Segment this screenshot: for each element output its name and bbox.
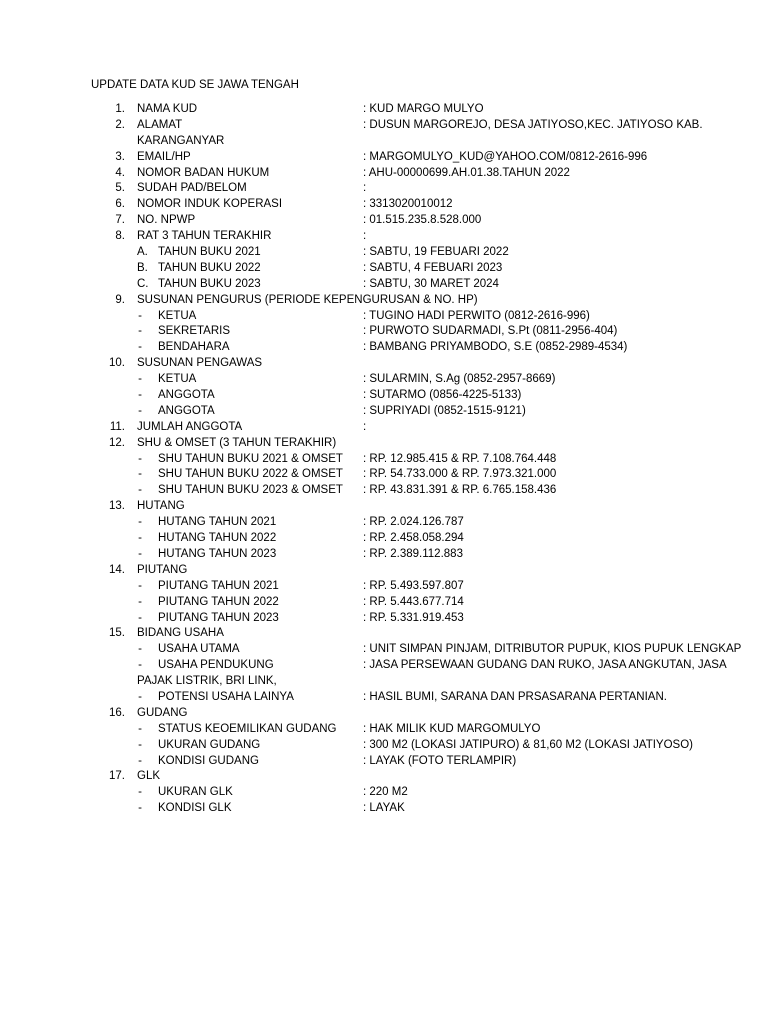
item-label: HUTANG [137, 500, 185, 513]
sub-item-label: TAHUN BUKU 2023 [158, 277, 261, 290]
dash-bullet: - [138, 643, 142, 656]
dash-bullet: - [138, 690, 142, 703]
list-item [0, 706, 768, 722]
sub-item-label: HUTANG TAHUN 2022 [158, 532, 277, 545]
item-value-continuation: KARANGANYAR [137, 134, 225, 147]
list-item [0, 102, 768, 118]
item-number: 10. [109, 357, 125, 370]
sub-item-label: PIUTANG TAHUN 2022 [158, 595, 279, 608]
item-label: PIUTANG [137, 563, 188, 576]
sub-item-value: : TUGINO HADI PERWITO (0812-2616-996) [363, 309, 590, 322]
sub-item-label: ANGGOTA [158, 404, 215, 417]
item-label: NOMOR BADAN HUKUM [137, 166, 270, 179]
sub-item [0, 658, 768, 674]
item-number: 9. [115, 293, 125, 306]
sub-item-label: TAHUN BUKU 2021 [158, 246, 261, 259]
sub-item [0, 372, 768, 388]
sub-item-label: SEKRETARIS [158, 325, 230, 338]
item-label: RAT 3 TAHUN TERAKHIR [137, 230, 272, 243]
dash-bullet: - [138, 547, 142, 560]
dash-bullet: - [138, 659, 142, 672]
sub-item [0, 754, 768, 770]
sub-item-value: : SABTU, 19 FEBUARI 2022 [363, 246, 509, 259]
item-value: : [363, 230, 367, 243]
sub-item-marker: C. [137, 277, 149, 290]
item-label: NAMA KUD [137, 103, 198, 115]
list-item [0, 213, 768, 229]
sub-item-value: : BAMBANG PRIYAMBODO, S.E (0852-2989-4534) [363, 341, 628, 354]
sub-item [0, 515, 768, 531]
dash-bullet: - [138, 341, 142, 354]
dash-bullet: - [138, 389, 142, 402]
sub-item-value: : RP. 5.493.597.807 [363, 579, 464, 592]
dash-bullet: - [138, 579, 142, 592]
item-label: GLK [137, 770, 161, 783]
sub-item-value: : SABTU, 4 FEBUARI 2023 [363, 261, 503, 274]
item-label: SUSUNAN PENGURUS (PERIODE KEPENGURUSAN & NO. HP) [137, 293, 478, 306]
sub-item [0, 277, 768, 293]
item-number: 5. [115, 182, 125, 195]
list-item [0, 293, 768, 309]
item-value: : DUSUN MARGOREJO, DESA JATIYOSO,KEC. JATIYOSO KAB. [363, 118, 703, 131]
sub-item-continuation [0, 674, 768, 690]
item-label: SUDAH PAD/BELOM [137, 182, 247, 195]
item-label: NO. NPWP [137, 214, 196, 227]
sub-item-value: : RP. 2.458.058.294 [363, 532, 464, 545]
sub-item-label: PIUTANG TAHUN 2023 [158, 611, 279, 624]
dash-bullet: - [138, 468, 142, 481]
item-number: 13. [109, 500, 125, 513]
dash-bullet: - [138, 786, 142, 799]
sub-item [0, 467, 768, 483]
item-value: : AHU-00000699.AH.01.38.TAHUN 2022 [363, 166, 570, 179]
sub-item-value: : SUPRIYADI (0852-1515-9121) [363, 404, 526, 417]
item-number: 12. [109, 436, 125, 449]
list-item-continuation [0, 134, 768, 150]
sub-item-value: : RP. 43.831.391 & RP. 6.765.158.436 [363, 484, 557, 497]
sub-item-label: POTENSI USAHA LAINYA [158, 690, 294, 703]
item-number: 2. [115, 118, 125, 131]
sub-item [0, 579, 768, 595]
item-value: : [363, 182, 367, 195]
sub-item [0, 309, 768, 325]
list-item [0, 356, 768, 372]
dash-bullet: - [138, 484, 142, 497]
sub-item-label: ANGGOTA [158, 389, 215, 402]
sub-item-value: : RP. 5.443.677.714 [363, 595, 464, 608]
sub-item-value: : RP. 5.331.919.453 [363, 611, 464, 624]
item-value: : 01.515.235.8.528.000 [363, 214, 482, 227]
item-label: SUSUNAN PENGAWAS [137, 357, 263, 370]
sub-item [0, 452, 768, 468]
dash-bullet: - [138, 373, 142, 386]
item-value: : KUD MARGO MULYO [363, 103, 484, 115]
sub-item [0, 611, 768, 627]
document-title: UPDATE DATA KUD SE JAWA TENGAH [91, 79, 299, 91]
item-number: 15. [109, 627, 125, 640]
list-item [0, 229, 768, 245]
sub-item [0, 785, 768, 801]
sub-item-value: : SUTARMO (0856-4225-5133) [363, 389, 522, 402]
sub-item-label: HUTANG TAHUN 2023 [158, 547, 277, 560]
sub-item-value: : RP. 2.024.126.787 [363, 516, 464, 529]
item-value: : [363, 420, 367, 433]
sub-item [0, 801, 768, 817]
sub-item [0, 738, 768, 754]
sub-item-label: SHU TAHUN BUKU 2021 & OMSET [158, 452, 343, 465]
sub-item [0, 547, 768, 563]
item-number: 1. [115, 103, 125, 115]
item-number: 16. [109, 706, 125, 719]
dash-bullet: - [138, 754, 142, 767]
sub-item-label: USAHA PENDUKUNG [158, 659, 274, 672]
item-number: 7. [115, 214, 125, 227]
item-number: 6. [115, 198, 125, 211]
sub-item-value: : JASA PERSEWAAN GUDANG DAN RUKO, JASA ANGKUTAN, JASA [363, 659, 727, 672]
item-number: 8. [115, 230, 125, 243]
sub-item-label: UKURAN GLK [158, 786, 233, 799]
sub-item [0, 531, 768, 547]
list-item [0, 197, 768, 213]
item-number: 11. [109, 420, 125, 433]
sub-item [0, 404, 768, 420]
sub-item-value: : LAYAK [363, 802, 405, 815]
item-list [0, 102, 768, 817]
dash-bullet: - [138, 404, 142, 417]
sub-item-label: KETUA [158, 373, 197, 386]
list-item [0, 769, 768, 785]
item-number: 17. [109, 770, 125, 783]
sub-item-value: : PURWOTO SUDARMADI, S.Pt (0811-2956-404) [363, 325, 618, 338]
dash-bullet: - [138, 516, 142, 529]
sub-item [0, 340, 768, 356]
sub-item-value-continuation: PAJAK LISTRIK, BRI LINK, [137, 675, 277, 688]
dash-bullet: - [138, 722, 142, 735]
item-label: GUDANG [137, 706, 188, 719]
sub-item-value: : HAK MILIK KUD MARGOMULYO [363, 722, 541, 735]
sub-item-value: : HASIL BUMI, SARANA DAN PRSASARANA PERTANIAN. [363, 690, 667, 703]
item-value: : MARGOMULYO_KUD@YAHOO.COM/0812-2616-996 [363, 150, 648, 163]
sub-item-value: : UNIT SIMPAN PINJAM, DITRIBUTOR PUPUK, KIOS PUPUK LENGKAP [363, 643, 742, 656]
sub-item-label: TAHUN BUKU 2022 [158, 261, 261, 274]
sub-item-label: SHU TAHUN BUKU 2022 & OMSET [158, 468, 343, 481]
item-number: 14. [109, 563, 125, 576]
sub-item [0, 642, 768, 658]
sub-item [0, 324, 768, 340]
sub-item-marker: B. [137, 261, 148, 274]
sub-item-label: STATUS KEOEMILIKAN GUDANG [158, 722, 337, 735]
sub-item [0, 388, 768, 404]
sub-item-label: HUTANG TAHUN 2021 [158, 516, 277, 529]
sub-item [0, 483, 768, 499]
list-item [0, 626, 768, 642]
sub-item-value: : 220 M2 [363, 786, 408, 799]
item-value: : 3313020010012 [363, 198, 453, 211]
item-number: 4. [115, 166, 125, 179]
sub-item-marker: A. [137, 246, 148, 259]
sub-item-label: KETUA [158, 309, 197, 322]
sub-item-label: USAHA UTAMA [158, 643, 240, 656]
item-label: NOMOR INDUK KOPERASI [137, 198, 283, 211]
dash-bullet: - [138, 532, 142, 545]
sub-item-label: PIUTANG TAHUN 2021 [158, 579, 279, 592]
sub-item-value: : LAYAK (FOTO TERLAMPIR) [363, 754, 517, 767]
list-item [0, 436, 768, 452]
list-item [0, 420, 768, 436]
sub-item [0, 690, 768, 706]
sub-item-value: : RP. 54.733.000 & RP. 7.973.321.000 [363, 468, 557, 481]
item-label: EMAIL/HP [137, 150, 191, 163]
sub-item-label: SHU TAHUN BUKU 2023 & OMSET [158, 484, 343, 497]
dash-bullet: - [138, 325, 142, 338]
item-label: ALAMAT [137, 118, 183, 131]
dash-bullet: - [138, 802, 142, 815]
sub-item [0, 261, 768, 277]
sub-item [0, 722, 768, 738]
sub-item [0, 245, 768, 261]
sub-item [0, 595, 768, 611]
sub-item-label: UKURAN GUDANG [158, 738, 261, 751]
dash-bullet: - [138, 309, 142, 322]
list-item [0, 181, 768, 197]
dash-bullet: - [138, 452, 142, 465]
item-label: BIDANG USAHA [137, 627, 224, 640]
dash-bullet: - [138, 611, 142, 624]
sub-item-value: : SABTU, 30 MARET 2024 [363, 277, 499, 290]
dash-bullet: - [138, 738, 142, 751]
sub-item-label: KONDISI GUDANG [158, 754, 259, 767]
sub-item-value: : SULARMIN, S.Ag (0852-2957-8669) [363, 373, 556, 386]
list-item [0, 118, 768, 134]
list-item [0, 166, 768, 182]
list-item [0, 150, 768, 166]
sub-item-value: : 300 M2 (LOKASI JATIPURO) & 81,60 M2 (LOKASI JATIYOSO) [363, 738, 693, 751]
item-label: SHU & OMSET (3 TAHUN TERAKHIR) [137, 436, 337, 449]
sub-item-label: BENDAHARA [158, 341, 230, 354]
item-label: JUMLAH ANGGOTA [137, 420, 243, 433]
sub-item-label: KONDISI GLK [158, 802, 232, 815]
sub-item-value: : RP. 12.985.415 & RP. 7.108.764.448 [363, 452, 557, 465]
dash-bullet: - [138, 595, 142, 608]
list-item [0, 563, 768, 579]
sub-item-value: : RP. 2.389.112.883 [363, 547, 463, 560]
item-number: 3. [115, 150, 125, 163]
list-item [0, 499, 768, 515]
